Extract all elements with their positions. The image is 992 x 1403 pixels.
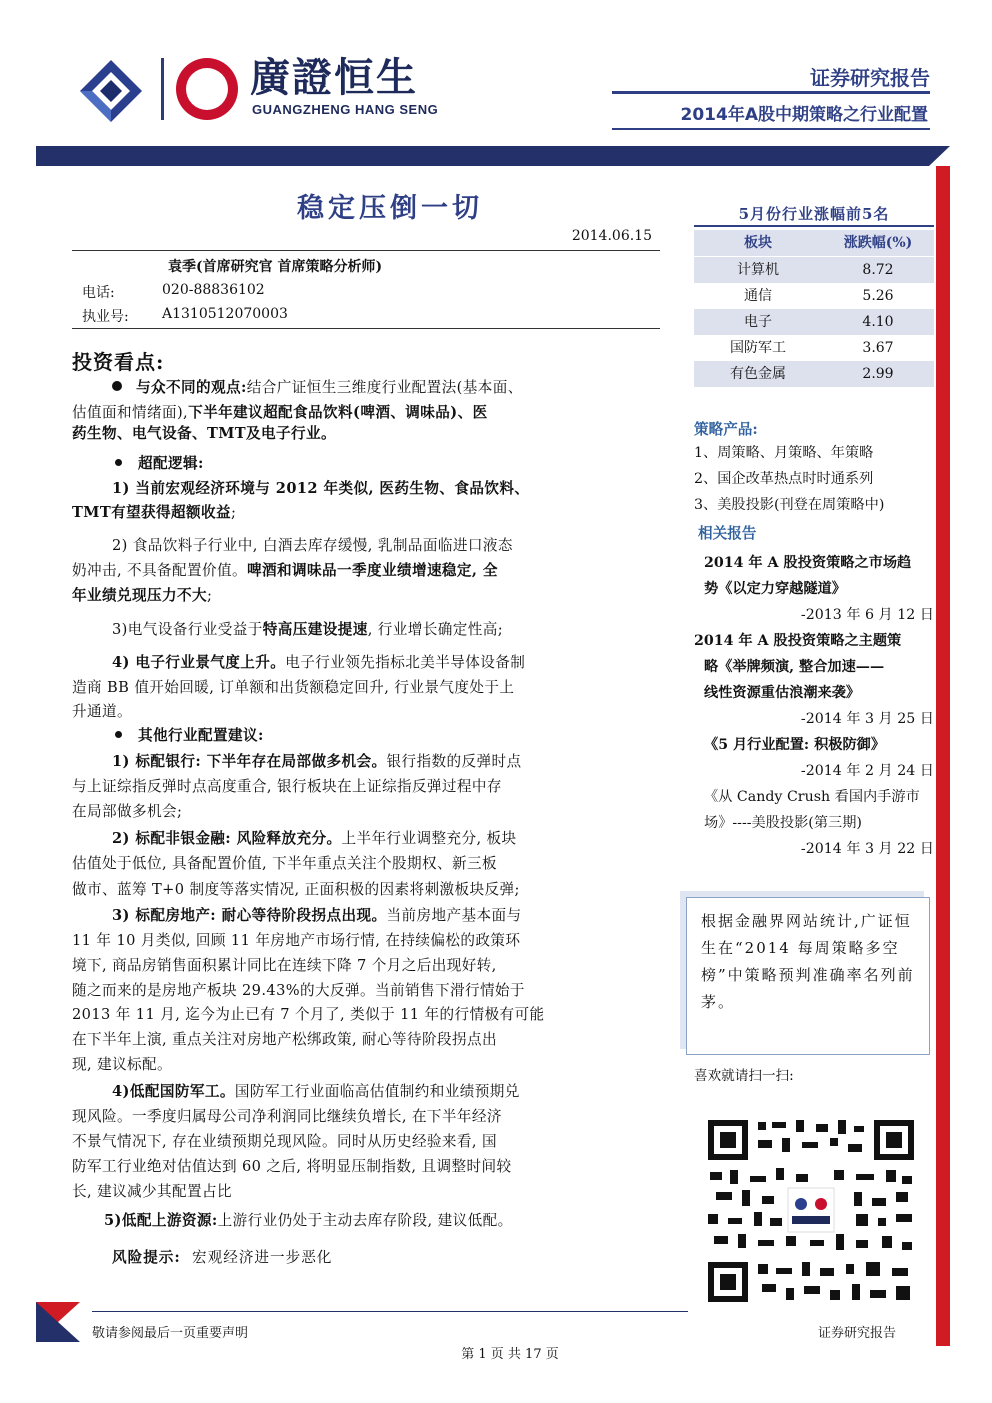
risk-note: 风险提示: 宏观经济进一步恶化 [112, 1249, 333, 1266]
bullet-icon [115, 731, 122, 738]
related-report: 势《以定力穿越隧道》 [704, 581, 846, 597]
note-box [686, 897, 930, 1055]
paragraph-line: 长, 建议减少其配置占比 [72, 1183, 233, 1200]
column-header: 涨跌幅(%) [843, 235, 913, 251]
footer-label: 证券研究报告 [817, 1326, 896, 1341]
paragraph-line: 现风险。一季度归属母公司净利润同比继续负增长, 在下半年经济 [72, 1108, 502, 1125]
bullet-icon [112, 381, 122, 391]
paragraph-line: 药生物、电气设备、TMT及电子行业。 [72, 425, 336, 442]
paragraph-line: 升通道。 [72, 703, 132, 720]
header-band-corner [929, 146, 950, 166]
brand-name: 廣證恒生 [250, 55, 418, 101]
table-title: 5月份行业涨幅前5名 [738, 205, 890, 223]
related-date: -2014 年 3 月 22 日 [800, 841, 934, 857]
paragraph-line: 估值处于低位, 具备配置价值, 下半年重点关注个股期权、新三板 [72, 855, 497, 872]
brand-seal-icon [176, 58, 238, 120]
logo-divider [161, 58, 164, 120]
paragraph-line: 与众不同的观点:结合广证恒生三维度行业配置法(基本面、 [112, 375, 660, 401]
paragraph-line: 在局部做多机会; [72, 803, 183, 820]
table-row [694, 335, 934, 361]
paragraph-line: 与上证综指反弹时点高度重合, 银行板块在上证综指反弹过程中存 [72, 778, 502, 795]
related-report: 2014 年 A 股投资策略之主题策 [694, 633, 902, 649]
note-text: 根据金融界网站统计,广证恒生在“2014 每周策略多空榜”中策略预判准确率名列前茅。 [701, 912, 915, 1011]
related-report: 略《举牌频演, 整合加速—— [704, 659, 885, 675]
header-rule [612, 91, 930, 94]
paragraph-line: 4) 电子行业景气度上升。电子行业领先指标北美半导体设备制 [112, 654, 526, 671]
section-heading: 投资看点: [72, 350, 165, 374]
divider [72, 250, 660, 251]
paragraph-line: 4)低配国防军工。国防军工行业面临高估值制约和业绩预期兑 [112, 1083, 520, 1100]
paragraph-line: TMT有望获得超额收益; [72, 504, 237, 521]
paragraph-line: 造商 BB 值开始回暖, 订单额和出货额稳定回升, 行业景气度处于上 [72, 679, 515, 696]
company-logo-icon [78, 58, 144, 124]
table-cell: 通信 [744, 288, 772, 304]
footer-corner-navy [36, 1302, 80, 1342]
report-date: 2014.06.15 [571, 228, 652, 244]
list-item: 2、国企改革热点时时通系列 [694, 471, 874, 487]
related-report: 《从 Candy Crush 看国内手游市 [704, 789, 920, 805]
table-row [694, 309, 934, 335]
bullet-icon [115, 459, 122, 466]
table-cell: 2.99 [862, 366, 894, 382]
paragraph-line: 估值面和情绪面),下半年建议超配食品饮料(啤酒、调味品)、医 [72, 404, 488, 421]
related-date: -2014 年 3 月 25 日 [800, 711, 934, 727]
page-title: 稳定压倒一切 [297, 193, 483, 224]
subheading: 超配逻辑: [115, 451, 703, 477]
paragraph-line: 2) 食品饮料子行业中, 白酒去库存缓慢, 乳制品面临进口液态 [112, 537, 513, 554]
paragraph-line: 2013 年 11 月, 迄今为止已有 7 个月了, 类似于 11 年的行情极有可能 [72, 1006, 545, 1023]
footer-disclaimer: 敬请参阅最后一页重要声明 [92, 1326, 249, 1341]
list-item: 3、美股投影(刊登在周策略中) [694, 497, 885, 513]
paragraph-line: 3)电气设备行业受益于特高压建设提速, 行业增长确定性高; [112, 621, 504, 638]
phone-label: 电话: [82, 285, 115, 301]
page-number: 第 1 页 共 17 页 [461, 1347, 559, 1362]
table-cell: 计算机 [737, 262, 779, 278]
analyst-name: 袁季(首席研究官 首席策略分析师) [168, 259, 383, 275]
list-item: 1、周策略、月策略、年策略 [694, 445, 874, 461]
paragraph-line: 2) 标配非银金融: 风险释放充分。上半年行业调整充分, 板块 [112, 830, 517, 847]
paragraph-line: 奶冲击, 不具备配置价值。啤酒和调味品一季度业绩增速稳定, 全 [72, 562, 498, 579]
paragraph-line: 1) 当前宏观经济环境与 2012 年类似, 医药生物、食品饮料、 [112, 480, 530, 497]
qr-code-icon[interactable] [706, 1118, 916, 1304]
table-rule [694, 225, 934, 227]
table-header [694, 230, 934, 256]
report-subtitle: 2014年A股中期策略之行业配置 [680, 105, 928, 125]
table-cell: 国防军工 [730, 340, 786, 356]
qr-caption: 喜欢就请扫一扫: [694, 1068, 794, 1084]
paragraph-line: 11 年 10 月类似, 回顾 11 年房地产市场行情, 在持续偏松的政策环 [72, 932, 521, 949]
header-rule-2 [612, 128, 930, 130]
side-red-strip [936, 166, 950, 1346]
related-report: 场》----美股投影(第三期) [704, 815, 862, 831]
paragraph-line: 现, 建议标配。 [72, 1056, 173, 1073]
table-cell: 3.67 [862, 340, 894, 356]
subheading: 其他行业配置建议: [115, 723, 703, 749]
phone-value: 020-88836102 [162, 282, 265, 298]
table-cell: 电子 [744, 314, 772, 330]
column-header: 板块 [744, 235, 772, 251]
paragraph-line: 随之而来的是房地产板块 29.43%的大反弹。当前销售下滑行情始于 [72, 982, 525, 999]
table-cell: 4.10 [862, 314, 894, 330]
related-report: 《5 月行业配置: 积极防御》 [704, 737, 886, 753]
paragraph-line: 在下半年上演, 重点关注对房地产松绑政策, 耐心等待阶段拐点出 [72, 1031, 497, 1048]
table-row [694, 257, 934, 283]
paragraph-line: 1) 标配银行: 下半年存在局部做多机会。银行指数的反弹时点 [112, 753, 522, 770]
related-heading: 相关报告 [698, 525, 757, 542]
table-row [694, 361, 934, 387]
paragraph-line: 境下, 商品房销售面积累计同比在连续下降 7 个月之后出现好转, [72, 957, 497, 974]
divider [72, 328, 660, 329]
paragraph-line: 不景气情况下, 存在业绩预期兑现风险。同时从历史经验来看, 国 [72, 1133, 497, 1150]
paragraph-line: 3) 标配房地产: 耐心等待阶段拐点出现。当前房地产基本面与 [112, 907, 522, 924]
table-cell: 5.26 [862, 288, 894, 304]
related-date: -2014 年 2 月 24 日 [800, 763, 934, 779]
brand-name-en: GUANGZHENG HANG SENG [252, 102, 439, 117]
table-cell: 8.72 [862, 262, 894, 278]
table-cell: 有色金属 [730, 366, 786, 382]
footer-rule [92, 1311, 688, 1312]
related-report: 线性资源重估浪潮来袭》 [704, 685, 861, 701]
products-heading: 策略产品: [694, 421, 758, 438]
paragraph-line: 防军工行业绝对估值达到 60 之后, 将明显压制指数, 且调整时间较 [72, 1158, 512, 1175]
license-label: 执业号: [82, 309, 129, 325]
license-value: A1310512070003 [162, 306, 288, 322]
report-type: 证券研究报告 [810, 66, 930, 90]
table-row [694, 283, 934, 309]
paragraph-line: 做市、蓝筹 T+0 制度等落实情况, 正面积极的因素将刺激板块反弹; [72, 881, 520, 898]
paragraph-line: 5)低配上游资源:上游行业仍处于主动去库存阶段, 建议低配。 [104, 1212, 513, 1229]
related-report: 2014 年 A 股投资策略之市场趋 [704, 555, 912, 571]
related-date: -2013 年 6 月 12 日 [800, 607, 934, 623]
header-band [36, 146, 929, 166]
paragraph-line: 年业绩兑现压力不大; [72, 587, 213, 604]
